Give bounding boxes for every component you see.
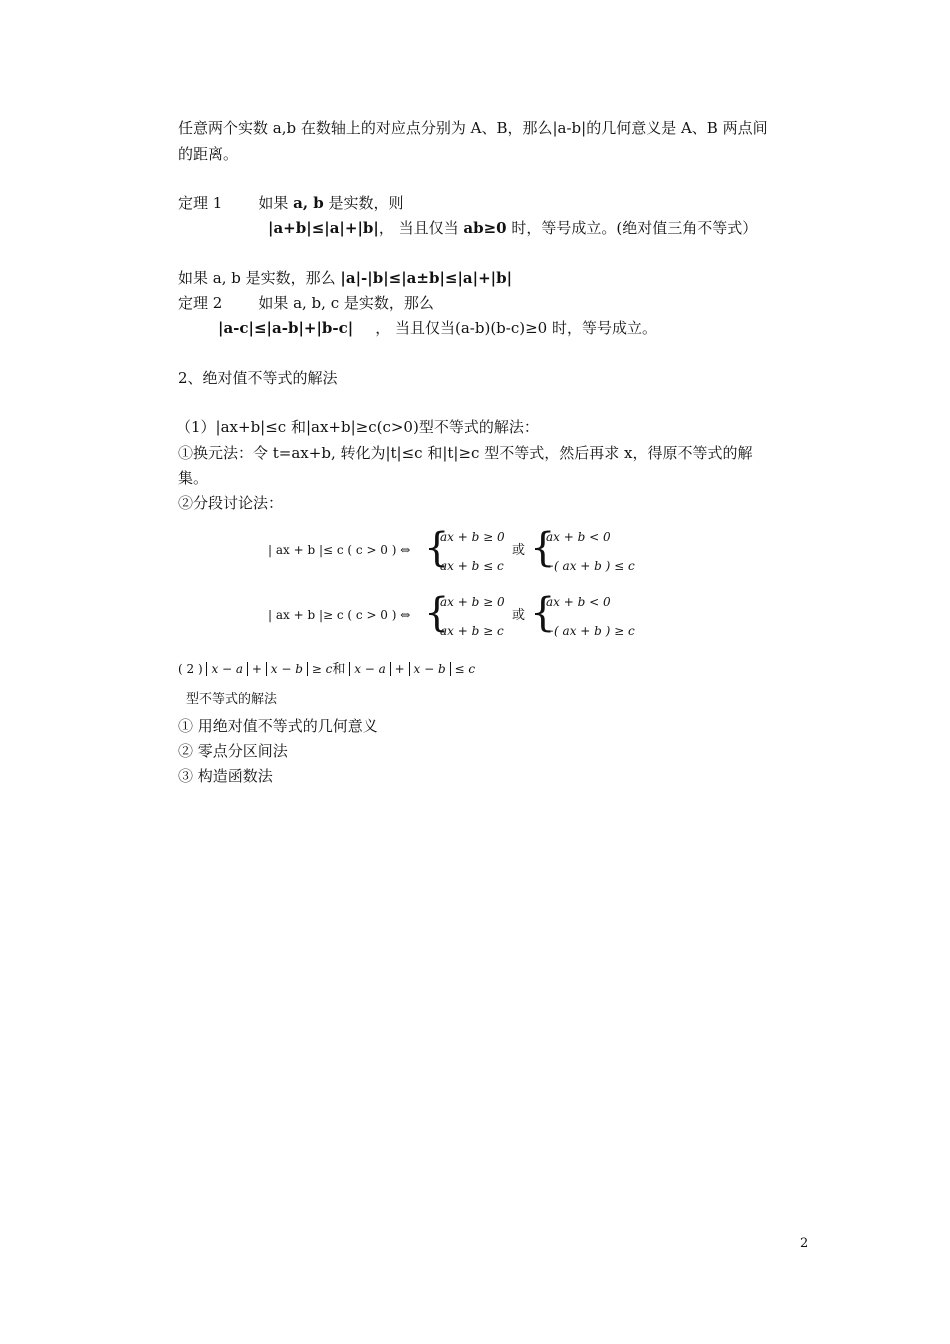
theorem2-formula: |a-c|≤|a-b|+|b-c| (218, 319, 354, 337)
theorem2-intro: 如果 a, b, c 是实数，那么 (258, 294, 434, 312)
theorem1-intro-post: 是实数，则 (323, 194, 404, 212)
case2-and: 和 (332, 662, 346, 677)
theorem1-label: 定理 1 (178, 194, 223, 212)
eq2-or: 或 (512, 608, 526, 623)
theorem1-line (178, 193, 404, 213)
case2-abs3: x − a (349, 662, 391, 676)
theorem1-formula: |a+b|≤|a|+|b| (268, 219, 379, 237)
theorem1-intro-bold: a, b (293, 194, 324, 212)
corollary-line (178, 268, 512, 288)
theorem2-formula-line (218, 318, 657, 338)
case2-item-3: ③ 构造函数法 (178, 767, 273, 785)
section2-title: 2、绝对值不等式的解法 (178, 369, 338, 387)
theorem2-label: 定理 2 (178, 294, 223, 312)
eq1-sys2-a: ax + b < 0 (546, 530, 611, 544)
method2-title: ②分段讨论法： (178, 494, 284, 512)
case2-formula (178, 659, 475, 680)
case2-item-1: ① 用绝对值不等式的几何意义 (178, 717, 378, 735)
corollary-formula: |a|-|b|≤|a±b|≤|a|+|b| (340, 269, 513, 287)
theorem1-intro-pre: 如果 (258, 194, 294, 212)
eq1-sys2-b: −( ax + b ) ≤ c (544, 559, 635, 573)
theorem1-formula-line (268, 218, 757, 238)
theorem2-line (178, 293, 434, 313)
case2-plus2: + (394, 662, 405, 676)
eq2-lhs: | ax + b |≥ c ( c > 0 ) ⇔ (268, 608, 411, 622)
case2-abs4: x − b (409, 662, 451, 676)
case2-plus1: + (251, 662, 262, 676)
eq1-brace2: { (530, 525, 556, 571)
para1-line2: 的距离。 (178, 145, 239, 163)
theorem2-cond: ， 当且仅当(a-b)(b-c)≥0 时，等号成立。 (375, 319, 657, 337)
corollary-text: 如果 a, b 是实数，那么 (178, 269, 341, 287)
eq2-sys1-b: ax + b ≥ c (440, 624, 504, 638)
page-number: 2 (800, 1236, 809, 1251)
case2-type: 型不等式的解法 (186, 692, 278, 707)
eq2-sys2-b: −( ax + b ) ≥ c (544, 624, 635, 638)
eq2-sys1-a: ax + b ≥ 0 (440, 595, 505, 609)
case1-title: （1）|ax+b|≤c 和|ax+b|≥c(c>0)型不等式的解法： (176, 418, 539, 436)
method1-line2: 集。 (178, 469, 209, 487)
eq1-lhs: | ax + b |≤ c ( c > 0 ) ⇔ (268, 543, 411, 557)
eq2-brace2: { (530, 590, 556, 636)
method1-line1: ①换元法：令 t=ax+b, 转化为|t|≤c 和|t|≥c 型不等式，然后再求 x，得原不等式的解 (178, 444, 753, 462)
para1-line1: 任意两个实数 a,b 在数轴上的对应点分别为 A、B，那么|a-b|的几何意义是 A、B 两点间 (178, 119, 768, 137)
eq2-sys2-a: ax + b < 0 (546, 595, 611, 609)
eq1-sys1-a: ax + b ≥ 0 (440, 530, 505, 544)
case2-le: ≤ c (454, 662, 476, 676)
eq1-brace1: { (424, 525, 450, 571)
eq1-sys1-b: ax + b ≤ c (440, 559, 504, 573)
case2-item-2: ② 零点分区间法 (178, 742, 288, 760)
theorem1-cond-pre: ， 当且仅当 (378, 219, 464, 237)
eq1-or: 或 (512, 543, 526, 558)
case2-prefix: ( 2 ) (178, 662, 203, 676)
case2-abs2: x − b (266, 662, 308, 676)
theorem1-cond-post: 时，等号成立。(绝对值三角不等式） (506, 219, 758, 237)
case2-ge: ≥ c (311, 662, 333, 676)
case2-abs1: x − a (206, 662, 248, 676)
eq2-brace1: { (424, 590, 450, 636)
theorem1-cond-bold: ab≥0 (463, 219, 507, 237)
